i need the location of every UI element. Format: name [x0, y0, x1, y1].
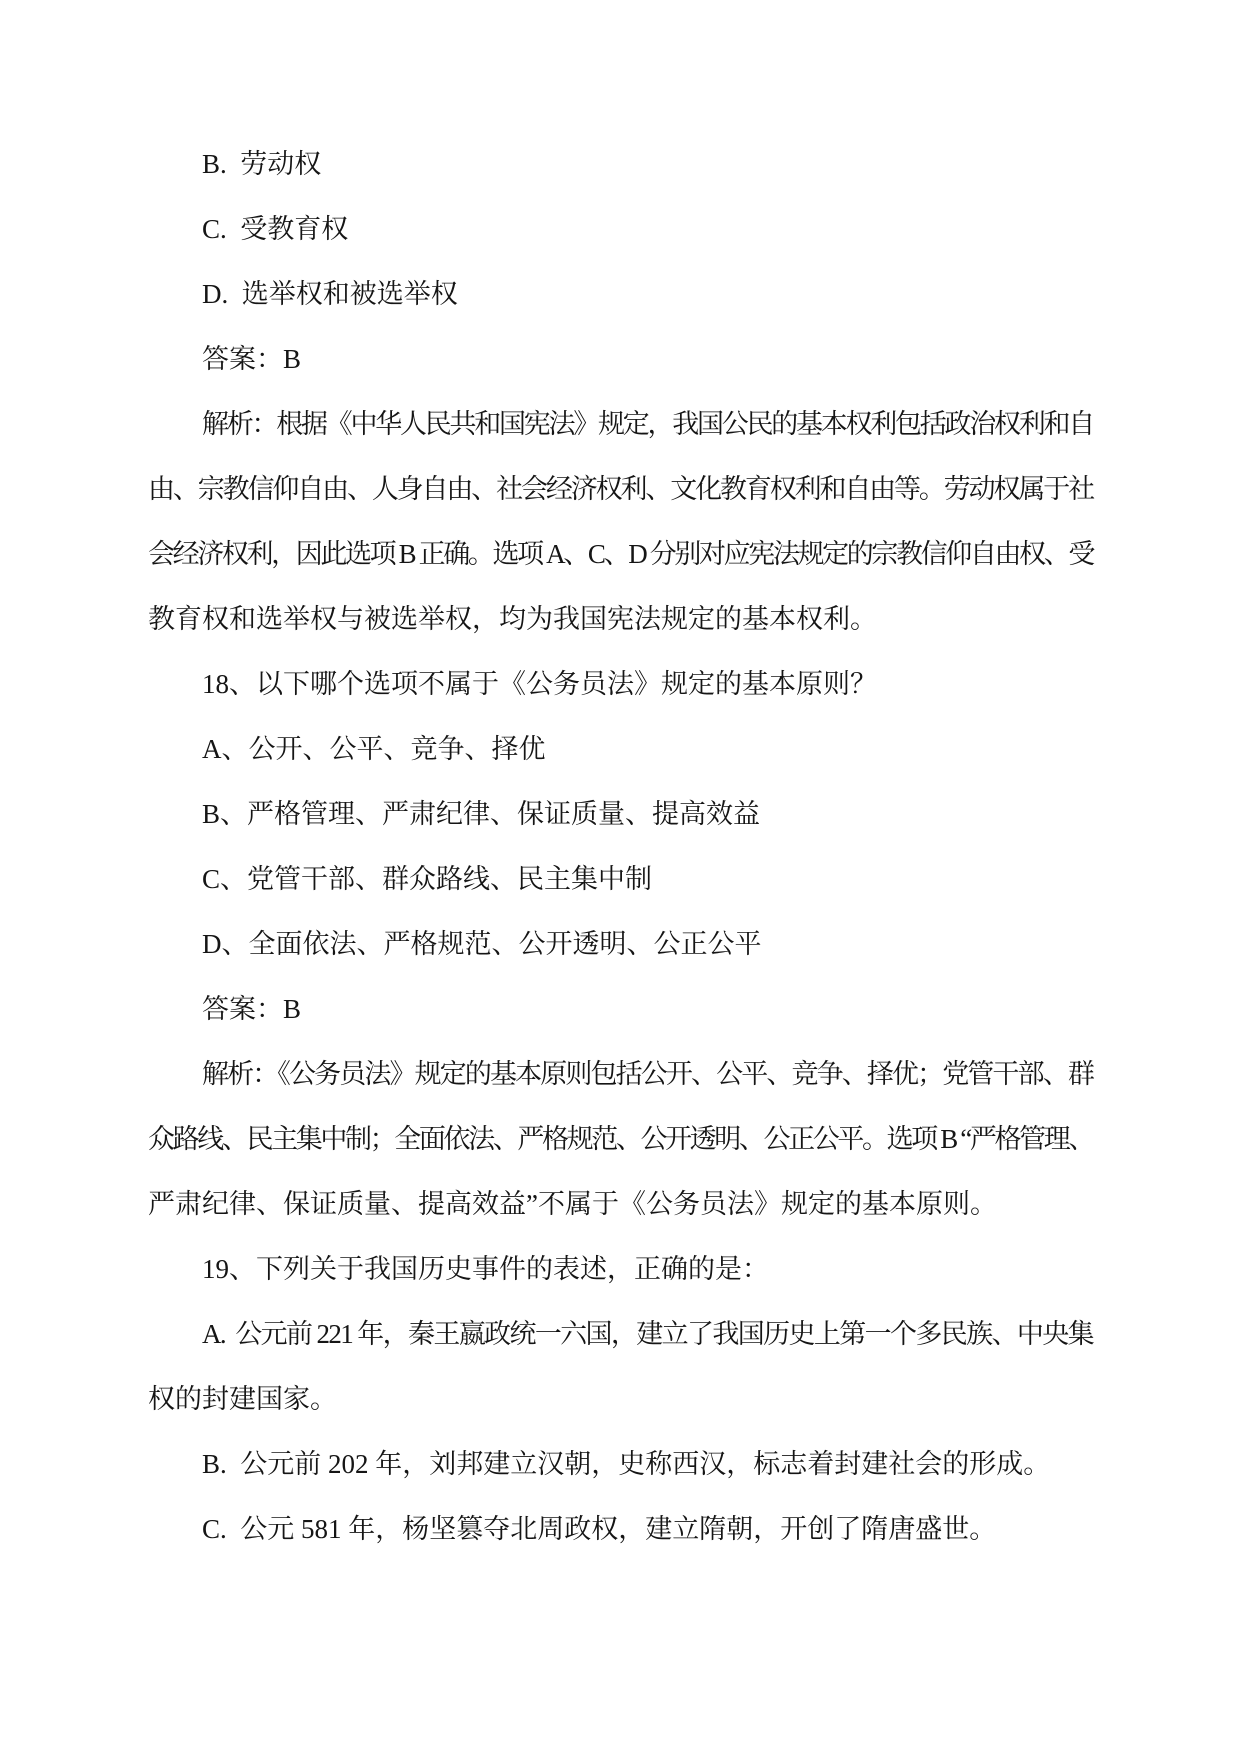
q19-option-c-line-1: [148, 1497, 1093, 1562]
text-run: 解析：《公务员法》规定的基本原则包括公开、公平、竞争、择优；党管干部、群: [202, 1059, 1093, 1089]
text-run: 会经济权利，因此选项 B 正确。选项 A、C、D 分别对应宪法规定的宗教信仰自由权、受: [148, 539, 1093, 569]
q18-answer-line-1: [148, 977, 1093, 1042]
q17-explanation-line-1: [148, 392, 1093, 457]
text-run: 答案：B: [202, 344, 302, 374]
text-run: C. 公元 581 年，杨坚篡夺北周政权，建立隋朝，开创了隋唐盛世。: [202, 1514, 997, 1544]
text-run: 教育权和选举权与被选举权，均为我国宪法规定的基本权利。: [148, 604, 877, 634]
text-run: 18、以下哪个选项不属于《公务员法》规定的基本原则？: [202, 669, 877, 699]
text-run: 众路线、民主集中制；全面依法、严格规范、公开透明、公正公平。选项 B “严格管理、: [148, 1124, 1093, 1154]
q17-explanation-line-3: [148, 522, 1093, 587]
text-run: 严肃纪律、保证质量、提高效益”不属于《公务员法》规定的基本原则。: [148, 1189, 997, 1219]
q18-option-c-line-1: [148, 847, 1093, 912]
text-run: B、严格管理、严肃纪律、保证质量、提高效益: [202, 799, 761, 829]
q18-question-line-1: [148, 652, 1093, 717]
q17-option-b-line-1: [148, 132, 1093, 197]
q19-option-a-line-1: [148, 1302, 1093, 1367]
text-run: A. 公元前 221 年，秦王嬴政统一六国，建立了我国历史上第一个多民族、中央集: [202, 1319, 1093, 1349]
q18-explanation-line-2: [148, 1107, 1093, 1172]
text-run: C. 受教育权: [202, 214, 349, 244]
text-run: B. 公元前 202 年，刘邦建立汉朝，史称西汉，标志着封建社会的形成。: [202, 1449, 1051, 1479]
q19-option-b-line-1: [148, 1432, 1093, 1497]
q17-option-c-line-1: [148, 197, 1093, 262]
q19-question-line-1: [148, 1237, 1093, 1302]
text-run: 权的封建国家。: [148, 1384, 337, 1414]
text-run: A、公开、公平、竞争、择优: [202, 734, 546, 764]
q18-option-d-line-1: [148, 912, 1093, 977]
q18-explanation-line-1: [148, 1042, 1093, 1107]
text-run: 解析：根据《中华人民共和国宪法》规定，我国公民的基本权利包括政治权利和自: [202, 409, 1093, 439]
q17-explanation-line-2: [148, 457, 1093, 522]
q18-option-a-line-1: [148, 717, 1093, 782]
text-run: 19、下列关于我国历史事件的表述，正确的是：: [202, 1254, 769, 1284]
text-run: D、全面依法、严格规范、公开透明、公正公平: [202, 929, 762, 959]
q17-answer-line-1: [148, 327, 1093, 392]
q18-explanation-line-3: [148, 1172, 1093, 1237]
text-run: 由、宗教信仰自由、人身自由、社会经济权利、文化教育权利和自由等。劳动权属于社: [148, 474, 1093, 504]
q18-option-b-line-1: [148, 782, 1093, 847]
q19-option-a-line-2: [148, 1367, 1093, 1432]
q17-option-d-line-1: [148, 262, 1093, 327]
q17-explanation-line-4: [148, 587, 1093, 652]
text-run: 答案：B: [202, 994, 302, 1024]
text-run: C、党管干部、群众路线、民主集中制: [202, 864, 653, 894]
text-run: D. 选举权和被选举权: [202, 279, 458, 309]
text-run: B. 劳动权: [202, 149, 322, 179]
